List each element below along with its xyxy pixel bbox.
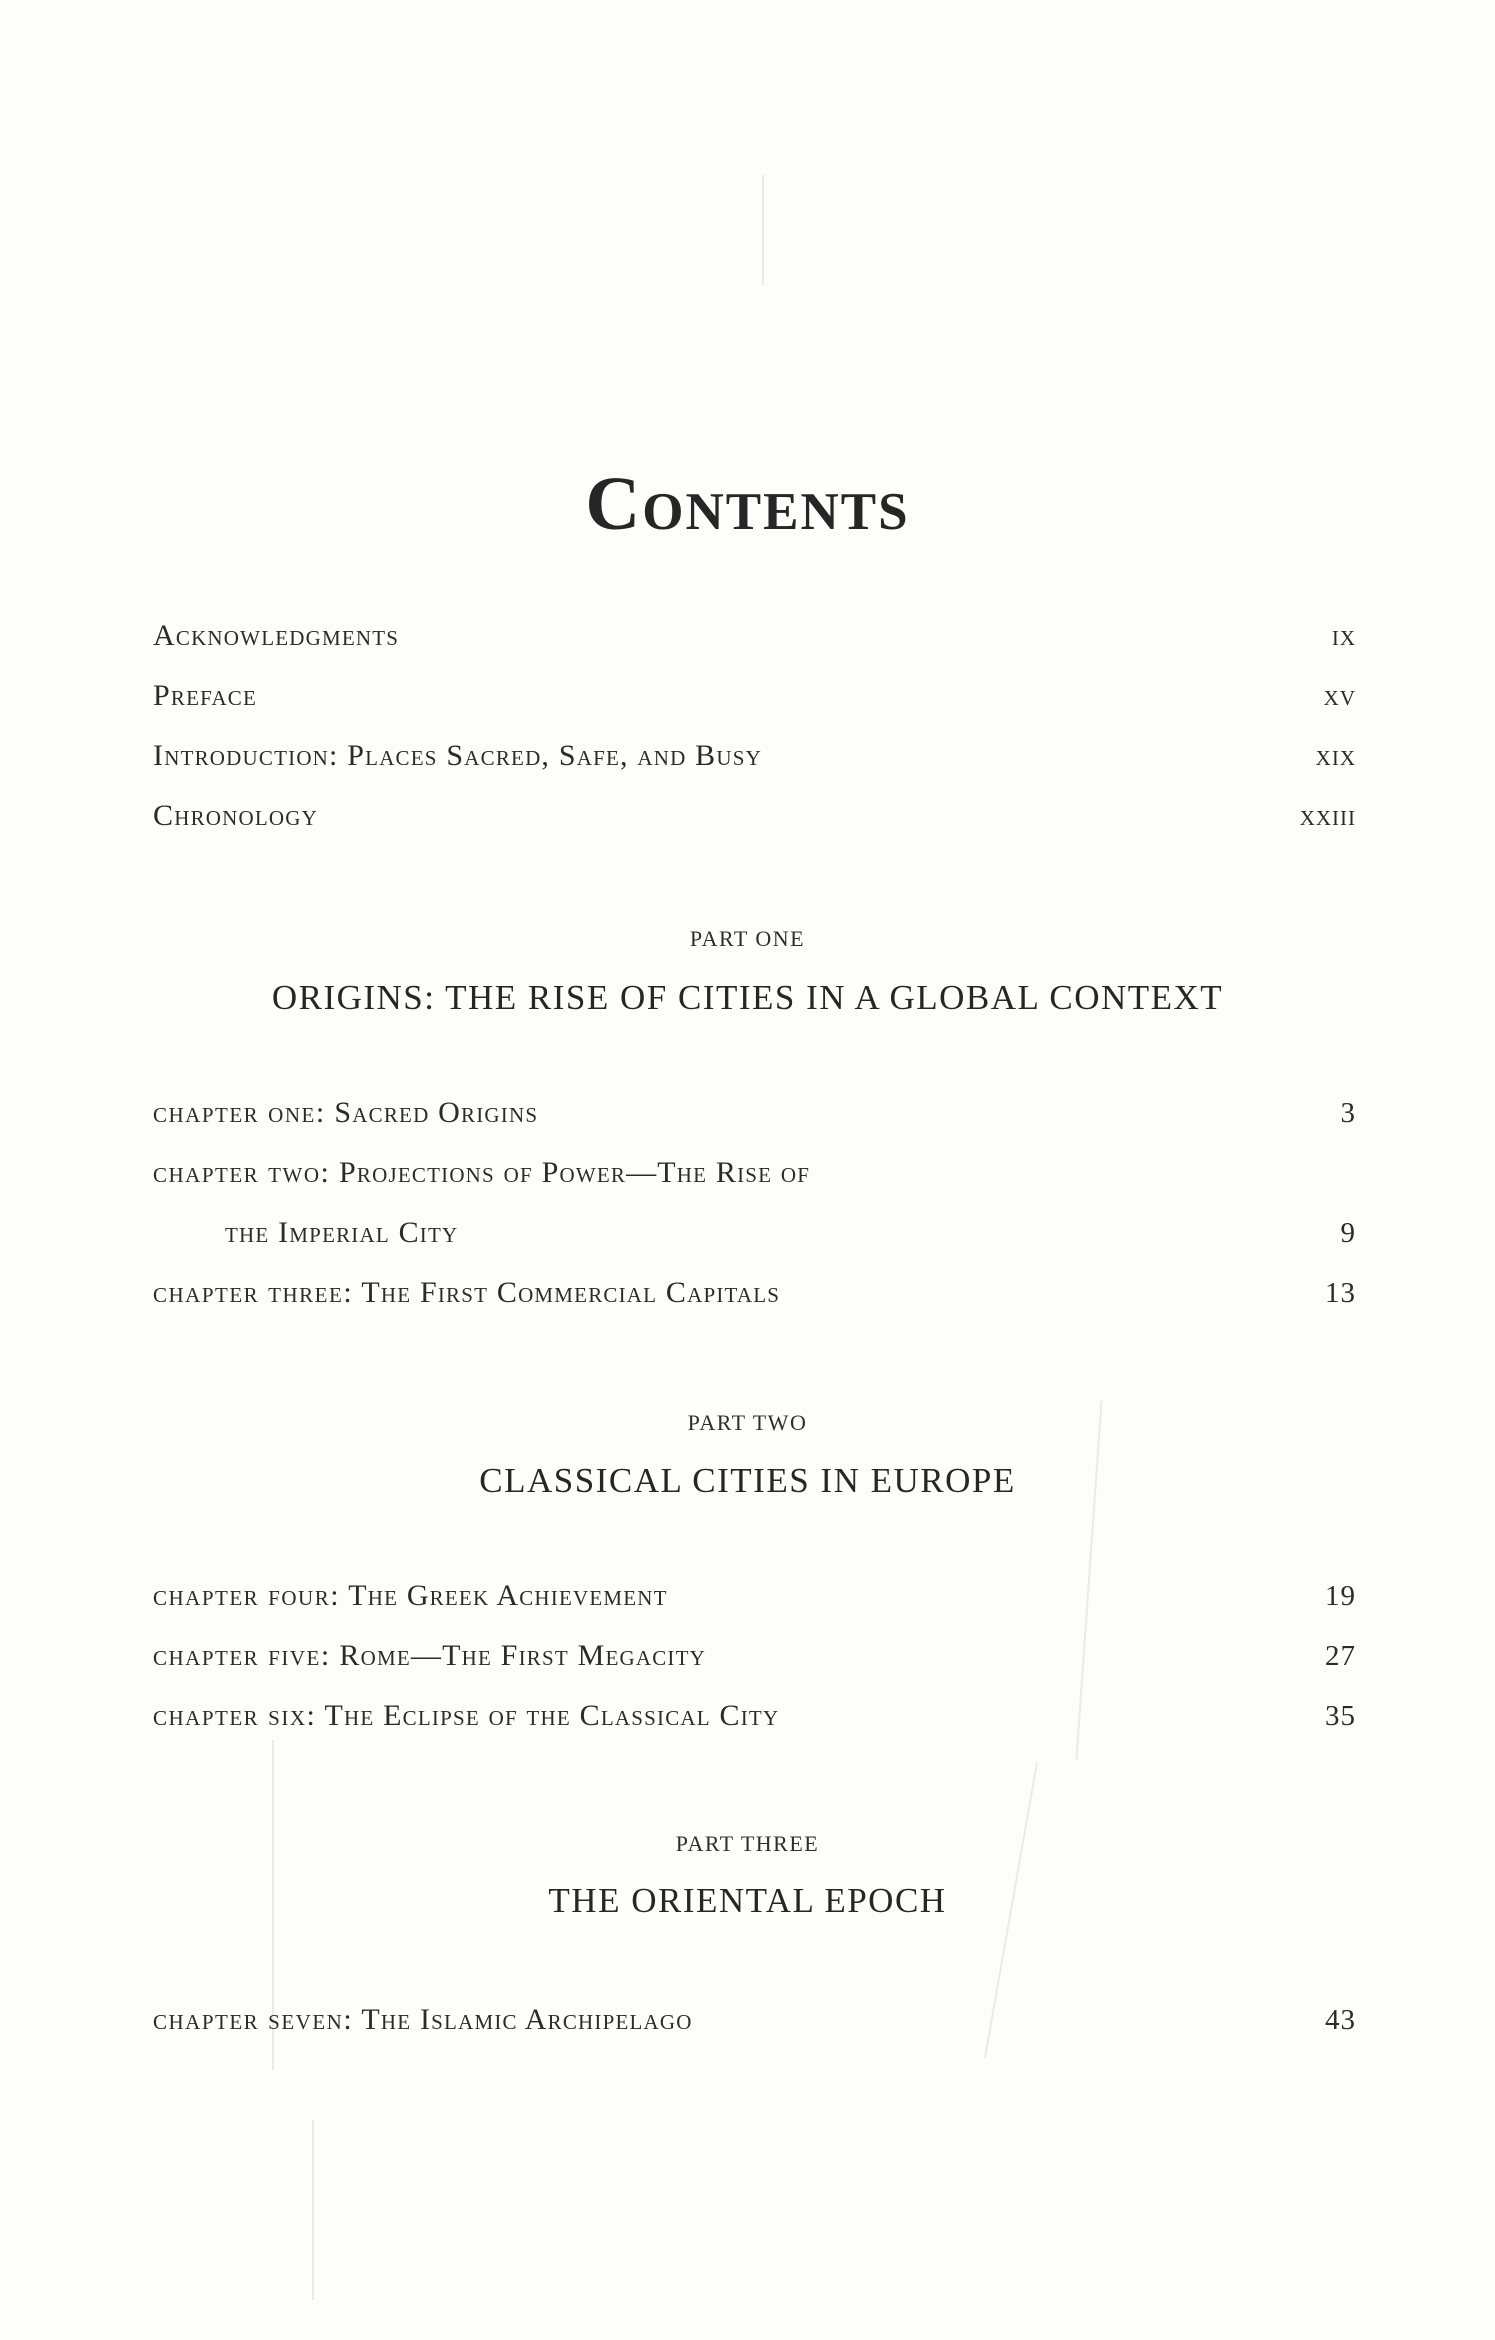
part-label: PART TWO (687, 1410, 808, 1435)
toc-entry-page: xv (1323, 679, 1356, 712)
toc-entry-title: Introduction: Places Sacred, Safe, and Busy (153, 739, 763, 772)
chapter-title-continued: the Imperial City (225, 1216, 459, 1249)
chapter-title: Rome—The First Megacity (339, 1639, 707, 1672)
toc-entry-chapter[interactable] (153, 1699, 1356, 1739)
toc-entry-title: Acknowledgments (153, 619, 400, 652)
scan-streak (312, 2120, 314, 2300)
part-label: PART ONE (689, 926, 806, 951)
toc-entry-title (153, 1276, 780, 1310)
toc-entry-acknowledgments[interactable] (153, 619, 1356, 659)
toc-entry-title (153, 1156, 810, 1190)
toc-entry-page: 19 (1325, 1580, 1356, 1612)
chapter-title: Projections of Power—The Rise of (339, 1156, 811, 1189)
toc-entry-chapter-continued[interactable] (153, 1216, 1356, 1256)
toc-entry-chapter[interactable] (153, 1096, 1356, 1136)
toc-entry-title (153, 2003, 693, 2037)
chapter-title: Sacred Origins (334, 1096, 539, 1129)
toc-entry-page: xix (1315, 739, 1356, 772)
chapter-prefix: chapter one: (153, 1096, 326, 1129)
toc-entry-page: 35 (1325, 1700, 1356, 1732)
toc-entry-title (153, 1579, 668, 1613)
toc-entry-chapter[interactable] (153, 1276, 1356, 1316)
toc-entry-title (153, 1639, 706, 1673)
toc-entry-page: 3 (1340, 1097, 1356, 1129)
toc-entry-chapter[interactable] (153, 1639, 1356, 1679)
toc-entry-title: Preface (153, 679, 258, 712)
chapter-prefix: chapter five: (153, 1639, 331, 1672)
chapter-prefix: chapter seven: (153, 2003, 354, 2036)
page-title: Contents (585, 461, 910, 546)
toc-entry-page: 43 (1325, 2004, 1356, 2036)
chapter-prefix: chapter three: (153, 1276, 354, 1309)
toc-entry-preface[interactable] (153, 679, 1356, 719)
toc-entry-page: 9 (1340, 1217, 1356, 1249)
toc-entry-page: 27 (1325, 1640, 1356, 1672)
chapter-title: The Islamic Archipelago (361, 2003, 693, 2036)
part-title: ORIGINS: THE RISE OF CITIES IN A GLOBAL CONTEXT (271, 978, 1224, 1017)
toc-entry-chapter[interactable] (153, 1156, 1356, 1196)
toc-entry-title (153, 1096, 538, 1130)
part-title: THE ORIENTAL EPOCH (548, 1881, 947, 1920)
toc-entry-chapter[interactable] (153, 2003, 1356, 2043)
toc-entry-page: 13 (1325, 1277, 1356, 1309)
chapter-prefix: chapter two: (153, 1156, 331, 1189)
part-label: PART THREE (675, 1831, 820, 1856)
chapter-title: The Greek Achievement (348, 1579, 668, 1612)
chapter-title: The First Commercial Capitals (361, 1276, 781, 1309)
toc-entry-page: xxiii (1299, 799, 1356, 832)
chapter-prefix: chapter six: (153, 1699, 317, 1732)
toc-entry-chronology[interactable] (153, 799, 1356, 839)
chapter-prefix: chapter four: (153, 1579, 341, 1612)
toc-entry-chapter[interactable] (153, 1579, 1356, 1619)
scan-streak (762, 175, 764, 285)
toc-entry-page: ix (1331, 619, 1356, 652)
toc-entry-title: Chronology (153, 799, 319, 832)
part-title: CLASSICAL CITIES IN EUROPE (479, 1461, 1016, 1500)
toc-entry-title (153, 1699, 779, 1733)
toc-entry-introduction[interactable] (153, 739, 1356, 779)
chapter-title: The Eclipse of the Classical City (324, 1699, 780, 1732)
